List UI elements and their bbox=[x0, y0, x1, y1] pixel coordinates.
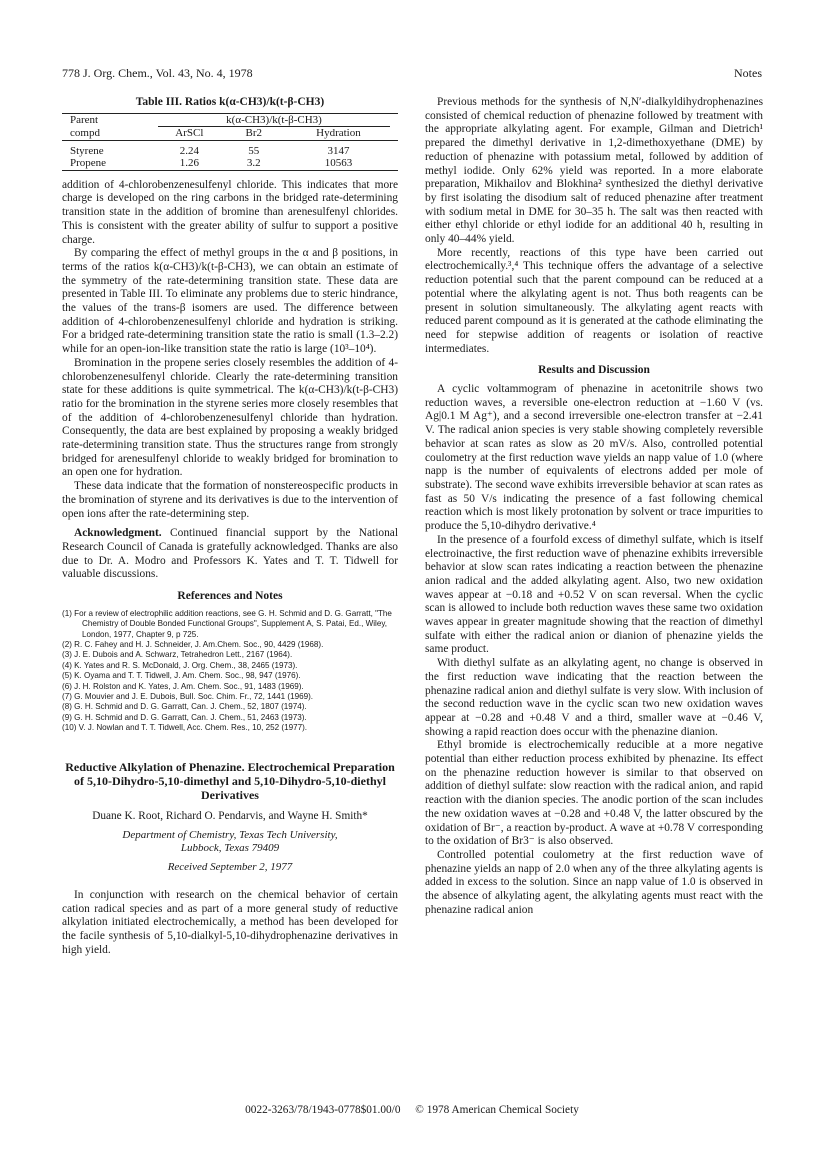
received-date: Received September 2, 1977 bbox=[167, 861, 293, 874]
left-column bbox=[62, 96, 398, 958]
section-label: Notes bbox=[734, 66, 762, 80]
table-group-header: k(α-CH3)/k(t-β-CH3) bbox=[158, 114, 390, 128]
author-list: Duane K. Root, Richard O. Pendarvis, and Wayne H. Smith* bbox=[92, 809, 368, 822]
table-cell: 10563 bbox=[279, 157, 398, 170]
table-cell: 1.26 bbox=[150, 157, 229, 170]
table-title: Table III. Ratios k(α-CH3)/k(t-β-CH3) bbox=[135, 96, 325, 108]
body-paragraph: Bromination in the propene series closely resembles the addition of 4-chlorobenzenesulfenyl chloride. Clearly the rate-determining transition state for these additions is quite symmetrical. The k(α-CH3)/k(t-β-CH3) ratio for the bromination in the styrene series more closely resembles that of the addition of 4-chlorobenzenesulfenyl chloride than hydration. Consequently, the data are best explained by proposing a weakly bridged rate-determining transition state. Thus the structures range from strongly bridged for arenesulfenyl chloride to weakly bridged for bromination to an open one for hydration. bbox=[62, 356, 398, 479]
body-paragraph: A cyclic voltammogram of phenazine in acetonitrile shows two reduction waves, a reversible one-electron reduction at −1.60 V (vs. Ag|0.1 M Ag⁺), and a second irreversible one-electron transfer at −2.41 V. The radical anion species is very stable showing completely reversible behavior at scan rates as slow as 20 mV/s. Also, controlled potential coulometry at the first reduction wave yields an napp value of 1.0 (where napp is the number of equivalents of electrons added per mole of substrate). The second wave exhibits irreversible behavior at scan rates as fast as 50 V/s indicating the presence of a fast following chemical reaction which is most likely protonation by solvent or trace impurities to produce the 5,10-dihydro derivative.⁴ bbox=[425, 383, 763, 533]
page-footer bbox=[0, 1104, 824, 1116]
table-row bbox=[62, 140, 398, 157]
references-heading: References and Notes bbox=[177, 590, 283, 603]
table-header-parent: Parent bbox=[62, 113, 150, 127]
article-code: 0022-3263/78/1943-0778$01.00/0 bbox=[245, 1104, 401, 1116]
table-cell: 3147 bbox=[327, 144, 350, 157]
reference-item: (8) G. H. Schmid and D. G. Garratt, Can. J. Chem., 52, 1807 (1974). bbox=[62, 702, 307, 712]
reference-item: (3) J. E. Dubois and A. Schwarz, Tetrahedron Lett., 2167 (1964). bbox=[62, 650, 293, 660]
results-heading: Results and Discussion bbox=[538, 364, 650, 377]
article-title: Reductive Alkylation of Phenazine. Electrochemical Preparation of 5,10-Dihydro-5,10-dimethyl and 5,10-Dihydro-5,10-diethyl Derivatives bbox=[65, 759, 395, 802]
body-paragraph: By comparing the effect of methyl groups in the α and β positions, in terms of the ratios k(α-CH3)/k(t-β-CH3), we can obtain an estimate of the symmetry of the rate-determining transition state. These data are presented in Table III. To eliminate any problems due to steric hindrance, the values of the trans-β isomers are used. The difference between addition of 4-chlorobenzenesulfenyl chloride and hydration is striking. For a bridged rate-determining transition state the ratio is small (1.3–2.2) while for an open-ion-like transition state the ratio is large (10³–10⁴). bbox=[62, 247, 398, 356]
body-paragraph: Controlled potential coulometry at the first reduction wave of phenazine yields an napp of 2.0 when any of the three alkylating agents is added in excess to the solution. Since an napp value of 1.0 is observed in the absence of alkylating agent, the alkylating agents must react with the phenazine radical anion bbox=[425, 848, 763, 916]
reference-item: (6) J. H. Rolston and K. Yates, J. Am. Chem. Soc., 91, 1483 (1969). bbox=[62, 681, 304, 691]
reference-item: (2) R. C. Fahey and H. J. Schneider, J. Am.Chem. Soc., 90, 4429 (1968). bbox=[62, 640, 324, 650]
table-header-arscl: ArSCl bbox=[150, 127, 229, 140]
reference-item: (9) G. H. Schmid and D. G. Garratt, Can. J. Chem., 51, 2463 (1973). bbox=[62, 712, 307, 722]
body-paragraph: Ethyl bromide is electrochemically reducible at a more negative potential than either reduction process exhibited by phenazine. Its effect on the phenazine reduction however is similar to that observed on addition of diethyl sulfate: slow reaction with the radical anion, and rapid reaction with the dianion species. The anodic portion of the scan includes the new oxidation waves at −0.28 and +0.48 V, the latter obscured by the oxidation of Br⁻, a reaction by-product. A wave at +0.78 V corresponding to the oxidation of Br3⁻ is also observed. bbox=[425, 739, 763, 848]
reference-item: (4) K. Yates and R. S. McDonald, J. Org. Chem., 38, 2465 (1973). bbox=[62, 660, 298, 670]
affiliation-line: Department of Chemistry, Texas Tech University, bbox=[122, 829, 338, 842]
table-cell: 2.24 bbox=[179, 144, 199, 157]
reference-item: (7) G. Mouvier and J. E. Dubois, Bull. Soc. Chim. Fr., 72, 1441 (1969). bbox=[62, 692, 314, 702]
right-column bbox=[425, 96, 763, 917]
table-cell-compd: Propene bbox=[62, 157, 150, 170]
copyright-notice: © 1978 American Chemical Society bbox=[415, 1104, 579, 1116]
body-paragraph: With diethyl sulfate as an alkylating agent, no change is observed in the first reduction wave indicating that the reaction between the phenazine radical anion and diethyl sulfate is very slow. With inclusion of the second reduction wave in the cyclic scan two new oxidation waves appear at −0.28 and +0.48 V and a third, smaller wave at −0.46 V, showing a rapid reaction does occur with the phenazine dianion. bbox=[425, 657, 763, 738]
body-paragraph: More recently, reactions of this type have been carried out electrochemically.³,⁴ This technique offers the advantage of a selective reduction potential such that the parent compound can be reduced at a potential where the alkylating agent is not. Thus both reagents can be present in solution simultaneously. The alkylating agent reacts with reduced parent compound as it is generated at the cathode eliminating the need for stepwise addition of reagents or isolation of reactive intermediates. bbox=[425, 246, 763, 355]
reference-item: (10) V. J. Nowlan and T. T. Tidwell, Acc. Chem. Res., 10, 252 (1977). bbox=[62, 723, 308, 733]
table-header-compd: compd bbox=[62, 127, 150, 140]
table-header-hydration: Hydration bbox=[279, 127, 398, 140]
table-cell-compd: Styrene bbox=[70, 144, 104, 157]
acknowledgment bbox=[62, 527, 398, 582]
table-header-br2: Br2 bbox=[229, 127, 279, 140]
table-cell: 3.2 bbox=[229, 157, 279, 170]
table-row bbox=[62, 157, 398, 170]
reference-list bbox=[62, 609, 398, 734]
body-paragraph: In the presence of a fourfold excess of dimethyl sulfate, which is itself electroinactive, the first reduction wave of phenazine exhibits irreversible behavior at slow scan rates indicating a reaction between the phenazine anion radical and the added alkylating agent. Also, two new oxidation waves appear at −0.18 and +0.52 V on scan reversal. When the cyclic scan is allowed to include both reduction waves these same two oxidation waves appear in greater magnitude showing that the reaction of dimethyl sulfate with either the radical anion or dianion of phenazine yields the same product. bbox=[425, 533, 763, 656]
running-header bbox=[62, 66, 762, 82]
acknowledgment-label: Acknowledgment. bbox=[74, 527, 162, 540]
body-paragraph: These data indicate that the formation of nonstereospecific products in the bromination of styrene and its derivatives is due to the intervention of open ions after the rate-determining step. bbox=[62, 480, 398, 520]
page-journal-citation: 778 J. Org. Chem., Vol. 43, No. 4, 1978 bbox=[62, 66, 253, 80]
reference-item: (5) K. Oyama and T. T. Tidwell, J. Am. Chem. Soc., 98, 947 (1976). bbox=[62, 671, 301, 681]
affiliation-line: Lubbock, Texas 79409 bbox=[180, 842, 280, 855]
body-paragraph: addition of 4-chlorobenzenesulfenyl chloride. This indicates that more charge is developed on the ring carbons in the bridged rate-determining transition state in the addition of bromine than arenesulfenyl chlorides. This is consistent with the greater ability of sulfur to support a positive charge. bbox=[62, 178, 398, 246]
intro-paragraph: In conjunction with research on the chemical behavior of certain cation radical species and as part of a more general study of reductive alkylation initiated electrochemically, a method has been developed for the facile synthesis of 5,10-dialkyl-5,10-dihydrophenazine derivatives in high yield. bbox=[62, 889, 398, 956]
reference-item: (1) For a review of electrophilic addition reactions, see G. H. Schmid and D. G. Garratt, "The Chemistry of Double Bonded Functional Groups", Supplement A, S. Patai, Ed., Wiley, London, 1977, Chapter 9, p 725. bbox=[62, 608, 392, 639]
body-paragraph: Previous methods for the synthesis of N,N′-dialkyldihydrophenazines consisted of chemical reduction of phenazine followed by treatment with the appropriate alkylating agent. For example, Gilman and Dietrich¹ prepared the dimethyl derivative in 1,2-dimethoxyethane (DME) by reduction of phenazine with potassium metal, followed by addition of methyl iodide. Only 62% yield was reported. In a more elaborate preparation, Mikhailov and Blokhina² synthesized the diethyl derivative by first isolating the disodium salt of reduced phenazine after treatment with sodium metal in DME for 30–35 h. The salt was then reacted with either ethyl chloride or ethyl iodide for an additional 40 h, resulting in only 40–44% yield. bbox=[425, 96, 763, 246]
table-cell: 55 bbox=[248, 144, 260, 157]
ratio-table bbox=[62, 113, 398, 171]
acknowledgment-text: Continued financial support by the National Research Council of Canada is gratefully acknowledged. Thanks are also due to Dr. A. Modro and Professors K. Yates and T. T. Tidwell for valuable discussions. bbox=[62, 527, 398, 581]
